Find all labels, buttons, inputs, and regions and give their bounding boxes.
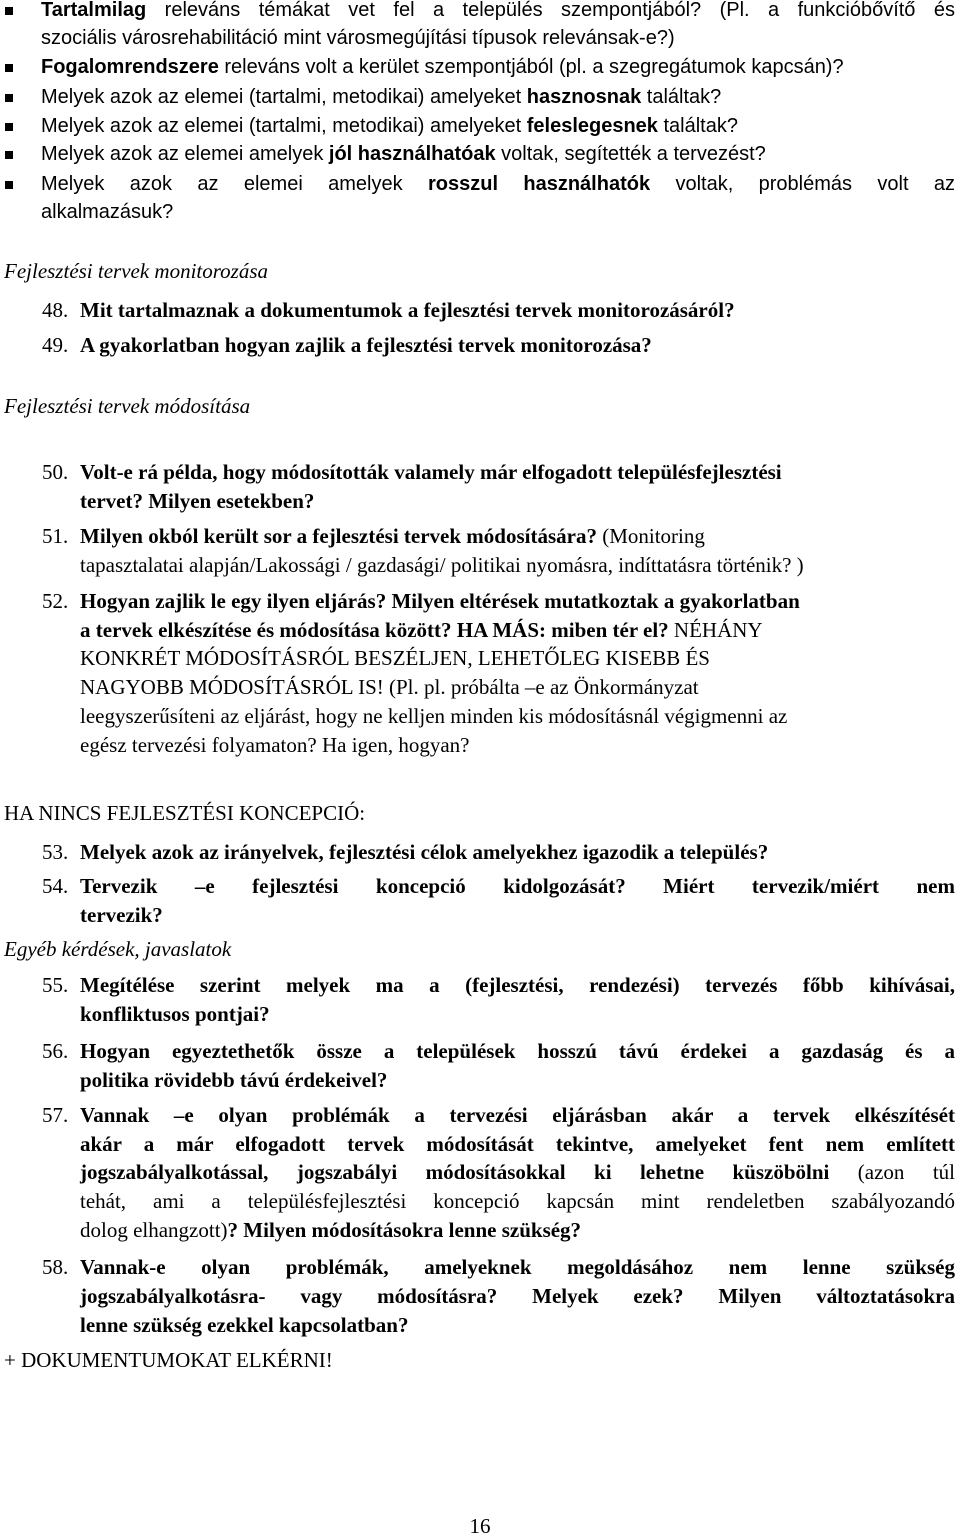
text: voltak, segítették a tervezést? [495, 143, 766, 165]
bold-text: konfliktusos pontjai? [80, 1002, 270, 1026]
bullet-item-line [41, 87, 721, 107]
bullet-square-icon [5, 7, 13, 15]
text: egész tervezési folyamaton? Ha igen, hogyan? [80, 733, 470, 757]
question-55-line [80, 975, 955, 996]
bullet-item-line [41, 0, 955, 20]
text: (azon túl [829, 1160, 955, 1184]
question-number: 52. [42, 589, 69, 613]
bold-text: lenne szükség ezekkel kapcsolatban? [80, 1313, 409, 1337]
bold-text: akár a már elfogadott tervek módosítását tekintve, amelyeket fent nem említett [80, 1132, 955, 1156]
bullet-item-line [41, 57, 844, 77]
question-58-line [80, 1315, 408, 1336]
bold-text: jogszabályalkotásra- vagy módosításra? Melyek ezek? Milyen változtatásokra [80, 1284, 955, 1308]
question-52-line [80, 591, 800, 612]
question-51-line [80, 555, 804, 576]
bold-text: Milyen okból került sor a fejlesztési tervek módosítására? [80, 524, 597, 548]
text: leegyszerűsíteni az eljárást, hogy ne kelljen minden kis módosításnál végigmenni az [80, 704, 788, 728]
question-54-line [80, 876, 955, 897]
text: találtak? [641, 86, 722, 108]
bold-text: rosszul használhatók [427, 173, 651, 195]
bold-text: jól használhatóak [328, 143, 496, 165]
question-57-line [80, 1105, 955, 1126]
question-number: 55. [42, 973, 69, 997]
question-52-line [80, 677, 699, 698]
question-54-line [80, 905, 163, 926]
question-number: 57. [42, 1103, 69, 1127]
question-53-line [80, 842, 768, 863]
section-heading-modification: Fejlesztési tervek módosítása [4, 394, 251, 418]
bold-text: tervezik? [80, 903, 163, 927]
bullet-square-icon [5, 123, 13, 131]
text: (Monitoring [596, 524, 705, 548]
bold-text: Megítélése szerint melyek ma a (fejlesztési, rendezési) tervezés főbb kihívásai, [80, 973, 955, 997]
question-51-line [80, 526, 705, 547]
question-50-line [80, 462, 782, 483]
bullet-item-line [41, 144, 766, 164]
question-57-line [80, 1220, 581, 1241]
bullet-item-line [41, 174, 955, 194]
bullet-item-line [41, 28, 675, 48]
bold-text: Vannak –e olyan problémák a tervezési eljárásban akár a tervek elkészítését [80, 1103, 955, 1127]
bold-text: feleslegesnek [526, 115, 658, 137]
question-number: 49. [42, 333, 69, 357]
bold-text: Fogalomrendszere [41, 56, 219, 78]
question-number: 58. [42, 1255, 69, 1279]
bold-text: jogszabályalkotással, jogszabályi módosításokkal ki lehetne küszöbölni [80, 1160, 830, 1184]
bold-text: tervet? Milyen esetekben? [80, 489, 315, 513]
section-heading-monitoring: Fejlesztési tervek monitorozása [4, 259, 269, 283]
section-heading-other: Egyéb kérdések, javaslatok [4, 937, 232, 961]
question-number: 48. [42, 298, 69, 322]
footer-note: + DOKUMENTUMOKAT ELKÉRNI! [4, 1348, 333, 1372]
question-49-line [80, 335, 652, 356]
text: Melyek azok az elemei amelyek [41, 143, 329, 165]
bold-text: ? Milyen módosításokra lenne szükség? [227, 1218, 582, 1242]
bullet-square-icon [5, 94, 13, 102]
question-number: 51. [42, 524, 69, 548]
question-56-line [80, 1070, 387, 1091]
bold-text: politika rövidebb távú érdekeivel? [80, 1068, 388, 1092]
bold-text: Tartalmilag [41, 0, 147, 21]
question-number: 56. [42, 1039, 69, 1063]
question-number: 50. [42, 460, 69, 484]
text: Melyek azok az elemei amelyek [41, 173, 428, 195]
question-58-line [80, 1286, 955, 1307]
bullet-item-line [41, 116, 738, 136]
bullet-square-icon [5, 151, 13, 159]
question-number: 53. [42, 840, 69, 864]
question-52-line [80, 648, 710, 669]
bullet-item-line [41, 202, 173, 222]
question-55-line [80, 1004, 270, 1025]
text: releváns témákat vet fel a település szempontjából? (Pl. a funkcióbővítő és [146, 0, 955, 21]
question-57-line [80, 1134, 955, 1155]
text: tehát, ami a településfejlesztési koncepció kapcsán mint rendeletben szabályozandó [80, 1189, 955, 1213]
text: szociális városrehabilitáció mint városmegújítási típusok relevánsak-e?) [41, 27, 675, 49]
text: Melyek azok az elemei (tartalmi, metodikai) amelyeket [41, 86, 527, 108]
bold-text: A gyakorlatban hogyan zajlik a fejlesztési tervek monitorozása? [80, 333, 652, 357]
question-57-line [80, 1191, 955, 1212]
question-52-line [80, 620, 763, 641]
bold-text: Milyen eltérések mutatkoztak a gyakorlatban [391, 589, 800, 613]
question-48-line [80, 300, 735, 321]
question-number: 54. [42, 874, 69, 898]
question-58-line [80, 1257, 955, 1278]
text: voltak, problémás volt az [650, 173, 956, 195]
text: NAGYOBB MÓDOSÍTÁSRÓL IS! (Pl. pl. próbálta –e az Önkormányzat [80, 675, 699, 699]
bold-text: hasznosnak [526, 86, 642, 108]
text: releváns volt a kerület szempontjából (pl. a szegregátumok kapcsán)? [218, 56, 844, 78]
page-number: 16 [469, 1514, 491, 1538]
text: tapasztalatai alapján/Lakossági / gazdasági/ politikai nyomásra, indíttatásra történik? ) [80, 553, 804, 577]
bold-text: Volt-e rá példa, hogy módosították valamely már elfogadott településfejlesztési [80, 460, 782, 484]
bullet-square-icon [5, 181, 13, 189]
question-52-line [80, 735, 470, 756]
bold-text: Mit tartalmaznak a dokumentumok a fejlesztési tervek monitorozásáról? [80, 298, 735, 322]
text: találtak? [657, 115, 738, 137]
text: Melyek azok az elemei (tartalmi, metodikai) amelyeket [41, 115, 527, 137]
text: NÉHÁNY [668, 618, 763, 642]
section-heading-no-concept: HA NINCS FEJLESZTÉSI KONCEPCIÓ: [4, 801, 366, 825]
bold-text: Hogyan zajlik le egy ilyen eljárás? [80, 589, 387, 613]
text: dolog elhangzott) [80, 1218, 228, 1242]
question-57-line [80, 1162, 955, 1183]
question-52-line [80, 706, 787, 727]
bullet-square-icon [5, 64, 13, 72]
bold-text: Tervezik –e fejlesztési koncepció kidolgozását? Miért tervezik/miért nem [80, 874, 955, 898]
bold-text: Melyek azok az irányelvek, fejlesztési célok amelyekhez igazodik a település? [80, 840, 769, 864]
question-50-line [80, 491, 314, 512]
text: KONKRÉT MÓDOSÍTÁSRÓL BESZÉLJEN, LEHETŐLEG KISEBB ÉS [80, 646, 710, 670]
bold-text: Vannak-e olyan problémák, amelyeknek megoldásához nem lenne szükség [80, 1255, 955, 1279]
bold-text: Hogyan egyeztethetők össze a települések hosszú távú érdekei a gazdaság és a [80, 1039, 955, 1063]
text: alkalmazásuk? [41, 201, 174, 223]
question-56-line [80, 1041, 955, 1062]
bold-text: a tervek elkészítése és módosítása között? HA MÁS: miben tér el? [80, 618, 669, 642]
